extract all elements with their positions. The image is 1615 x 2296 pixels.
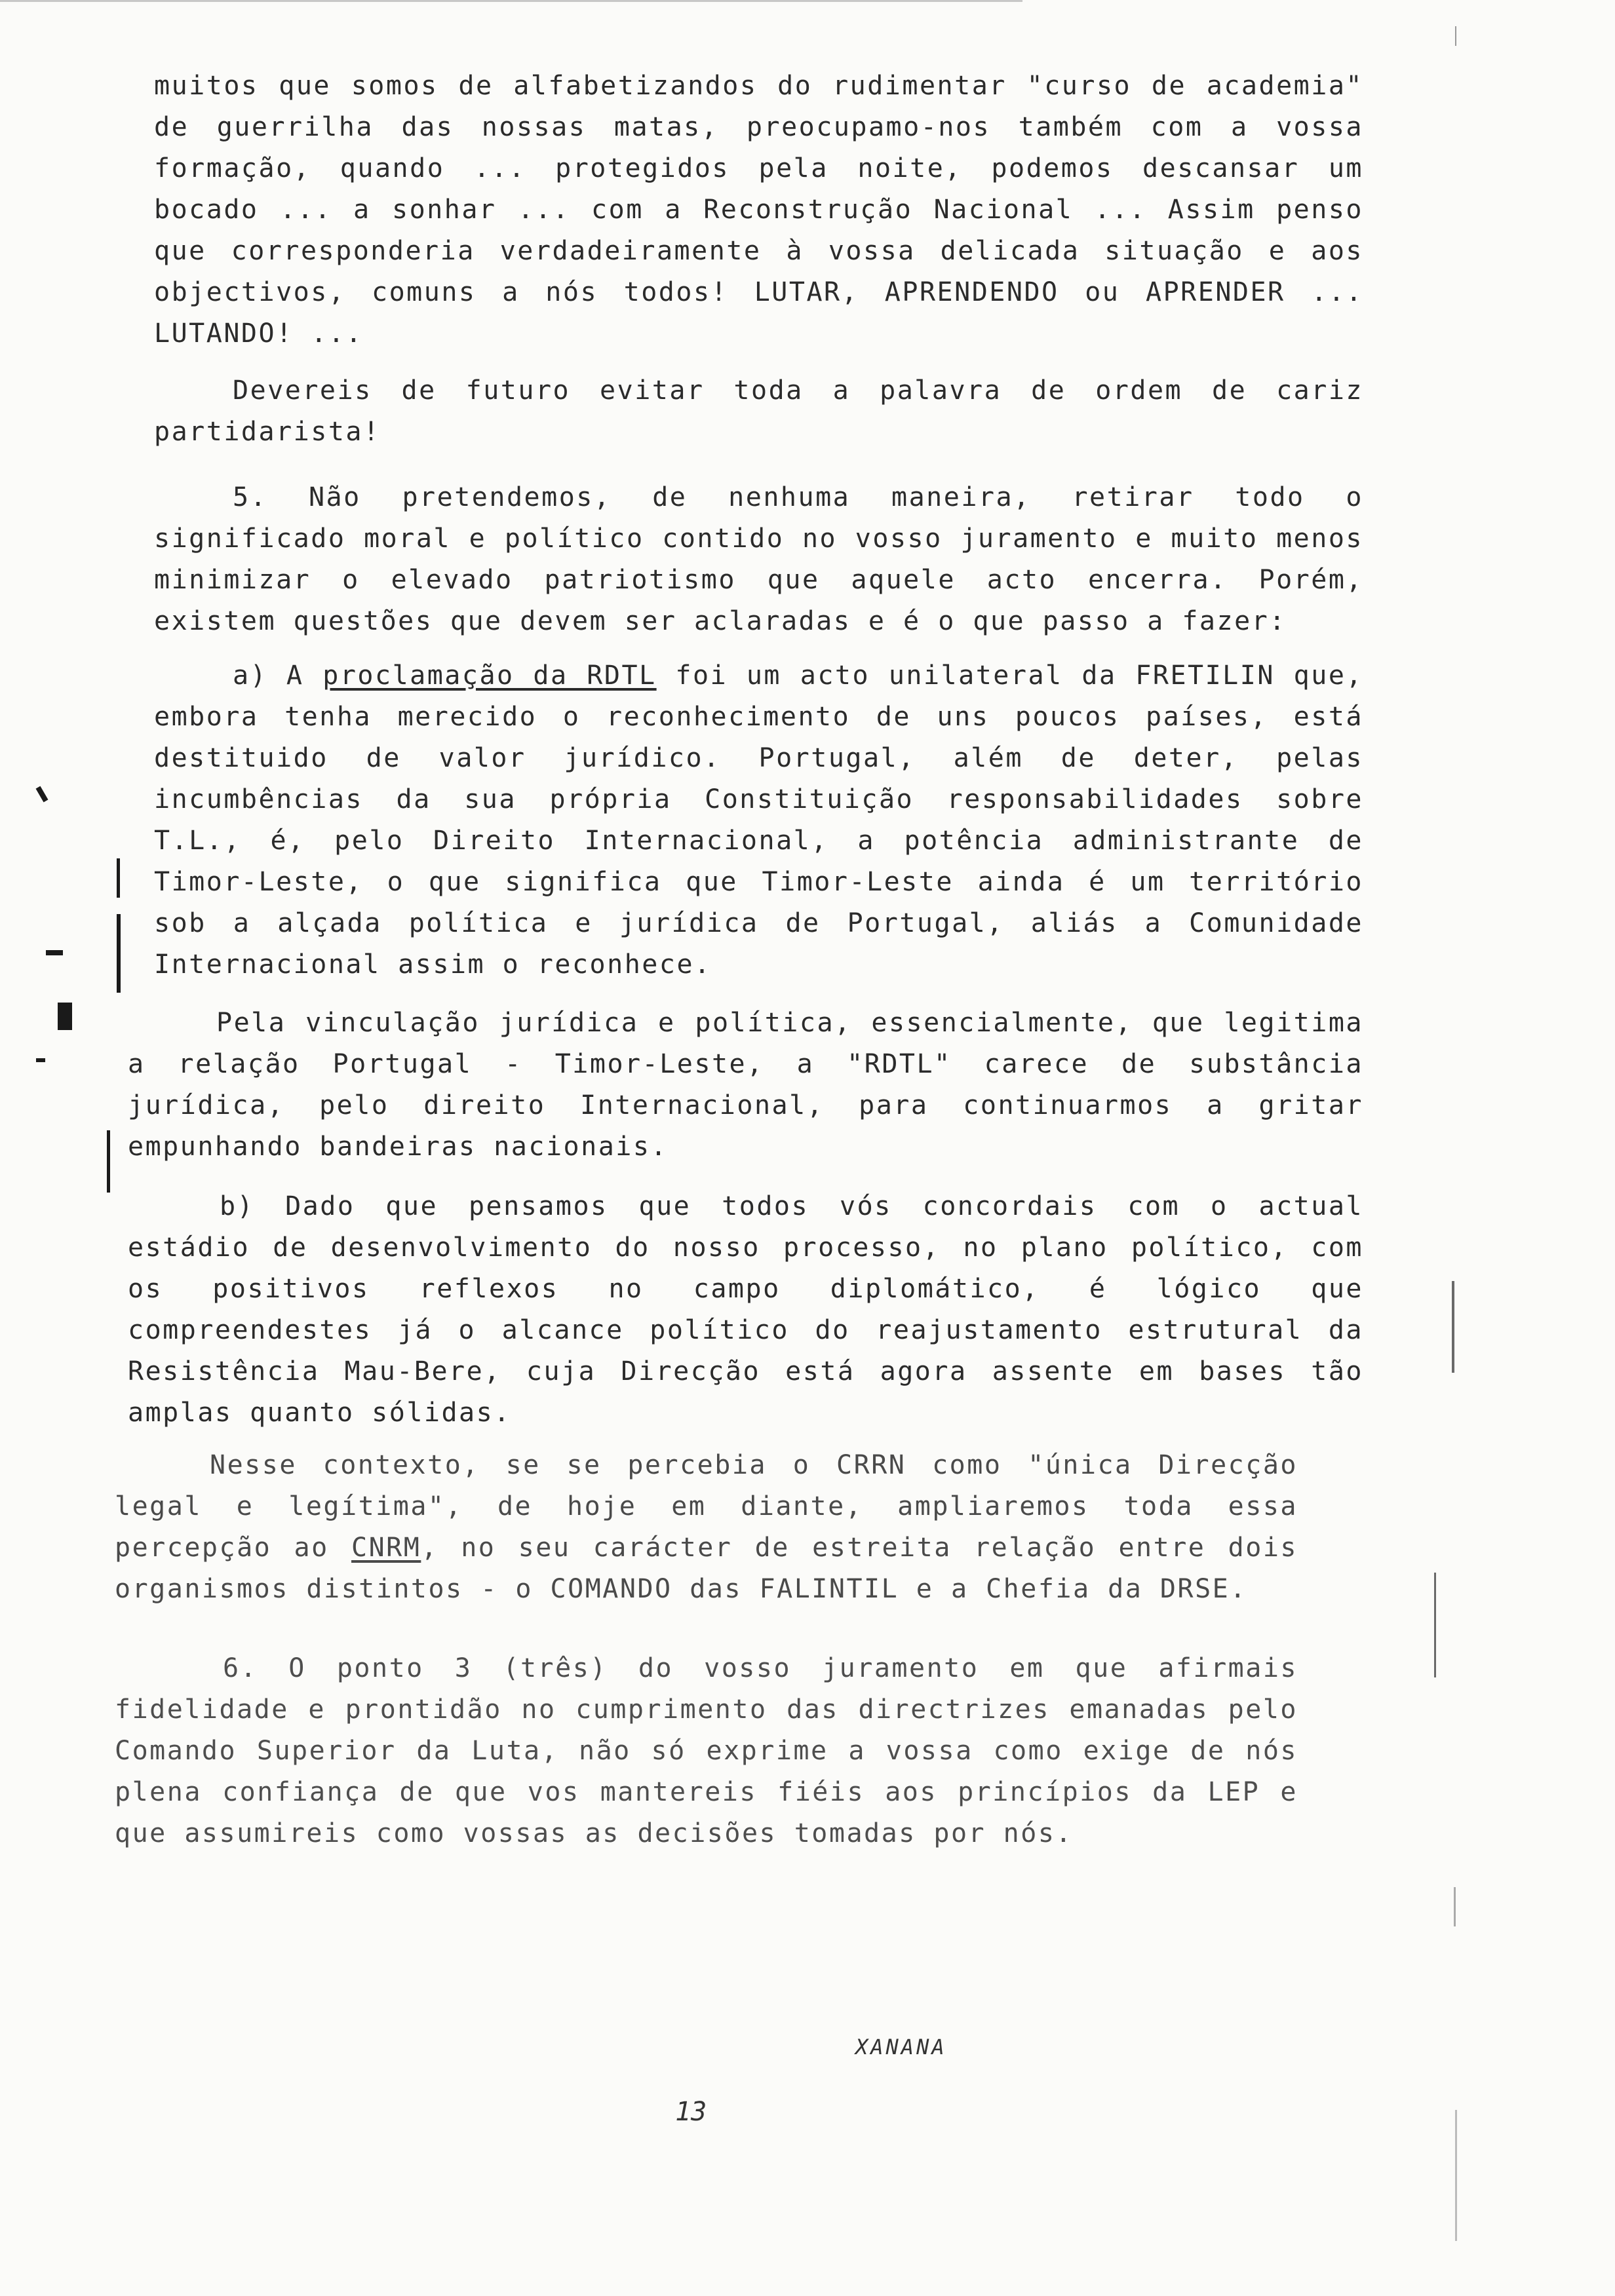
underlined-cnrm: CNRM xyxy=(351,1533,421,1563)
right-edge-mark xyxy=(1454,1887,1456,1926)
margin-bracket-mark xyxy=(117,914,121,993)
right-edge-mark xyxy=(1452,1281,1454,1373)
scan-speck xyxy=(46,950,63,955)
right-edge-mark xyxy=(1455,26,1456,46)
page-number: 13 xyxy=(675,2097,707,2127)
paragraph-rdtl-legal-status: Pela vinculação jurídica e política, essencialmente, que legitima a relação Portugal - Timor-Leste, a "RDTL" carece de substância jurídica, pelo direito Internacional, para continuarmos a gritar empunhando bandeiras nacionais. xyxy=(128,1008,1363,1162)
scan-speck xyxy=(58,1003,72,1030)
paragraph-point-5a: a) A proclamação da RDTL foi um acto unilateral da FRETILIN que, embora tenha merecido o reconhecimento de uns poucos países, está destituido de valor jurídico. Portugal, além de deter, pelas incumbências da sua própria Constituição responsabilidades sobre T.L., é, pelo Direito Internacional, a potência administrante de Timor-Leste, o que significa que Timor-Leste ainda é um território sob a alçada política e jurídica de Portugal, aliás a Comunidade Internacional assim o reconhece. xyxy=(154,660,1363,980)
signature-xanana: XANANA xyxy=(855,2035,947,2059)
paragraph-point-5b: b) Dado que pensamos que todos vós concordais com o actual estádio de desenvolvimento do nosso processo, no plano político, com os positivos reflexos no campo diplomático, é lógico que compreendestes já o alcance político do reajustamento estrutural da Resistência Mau-Bere, cuja Direcção está agora assente em bases tão amplas quanto sólidas. xyxy=(128,1191,1363,1428)
paragraph-guerrilla-academy: muitos que somos de alfabetizandos do rudimentar "curso de academia" de guerrilha das nossas matas, preocupamo-nos também com a vossa formação, quando ... protegidos pela noite, podemos descansar um bocado ... a sonhar ... com a Reconstrução Nacional ... Assim penso que corresponderia verdadeiramente à vossa delicada situação e aos objectivos, comuns a nós todos! LUTAR, APRENDENDO ou APRENDER ... LUTANDO! ... xyxy=(154,71,1363,349)
margin-bracket-mark xyxy=(107,1130,110,1193)
right-edge-mark xyxy=(1455,2110,1457,2241)
underlined-proclamation: proclamação da RDTL xyxy=(322,660,657,691)
paragraph-cnrm-context: Nesse contexto, se se percebia o CRRN como "única Direcção legal e legítima", de hoje em diante, ampliaremos toda essa percepção ao CNRM, no seu carácter de estreita relação entre dois organismos distintos - o COMANDO das FALINTIL e a Chefia da DRSE. xyxy=(115,1450,1298,1604)
right-edge-mark xyxy=(1434,1573,1436,1677)
paragraph-point-5: 5. Não pretendemos, de nenhuma maneira, retirar todo o significado moral e político contido no vosso juramento e muito menos minimizar o elevado patriotismo que aquele acto encerra. Porém, existem questões que devem ser aclaradas e é o que passo a fazer: xyxy=(154,482,1363,636)
margin-bracket-mark xyxy=(117,858,120,898)
scan-speck xyxy=(36,1058,45,1062)
paragraph-partisan-slogans: Devereis de futuro evitar toda a palavra de ordem de cariz partidarista! xyxy=(154,375,1363,447)
paragraph-point-6: 6. O ponto 3 (três) do vosso juramento em que afirmais fidelidade e prontidão no cumprimento das directrizes emanadas pelo Comando Superior da Luta, não só exprime a vossa como exige de nós plena confiança de que vos mantereis fiéis aos princípios da LEP e que assumireis como vossas as decisões tomadas por nós. xyxy=(115,1653,1298,1848)
